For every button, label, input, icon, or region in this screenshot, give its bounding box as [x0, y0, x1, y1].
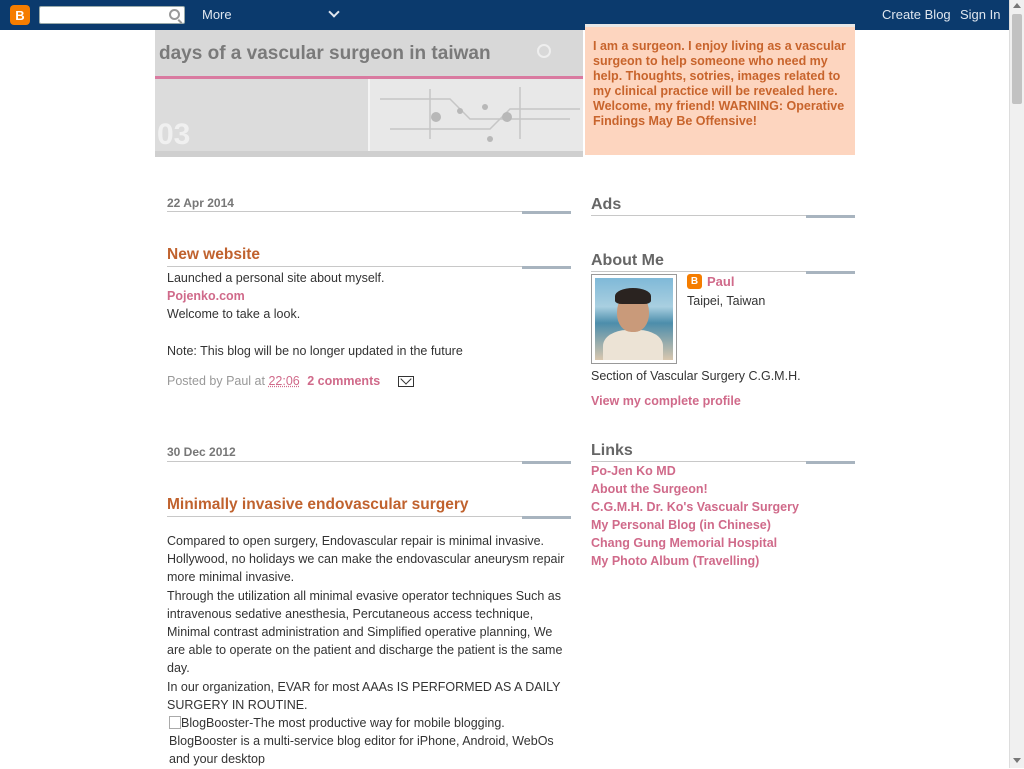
post-title[interactable]: Minimally invasive endovascular surgery: [167, 496, 469, 513]
post-paragraph: BlogBooster is a multi-service blog editor for iPhone, Android, WebOs and your desktop: [169, 734, 554, 767]
sidebar-link[interactable]: Chang Gung Memorial Hospital: [591, 536, 778, 550]
create-blog-link[interactable]: Create Blog: [882, 7, 951, 22]
post-date: 30 Dec 2012: [167, 445, 236, 459]
comments-link[interactable]: 2 comments: [307, 374, 381, 388]
about-me-heading: About Me: [591, 252, 664, 269]
scroll-down-arrow-icon[interactable]: [1013, 758, 1021, 763]
divider: [167, 266, 571, 267]
profile-location: Taipei, Taiwan: [687, 294, 766, 308]
email-post-icon[interactable]: [398, 376, 414, 387]
post-timestamp-link[interactable]: 22:06: [268, 374, 300, 388]
post-date: 22 Apr 2014: [167, 196, 234, 210]
post-body-line: Welcome to take a look.: [167, 307, 301, 322]
profile-bio: Section of Vascular Surgery C.G.M.H.: [591, 369, 801, 383]
ads-heading: Ads: [591, 196, 622, 213]
post-body: [167, 532, 571, 769]
links-heading: Links: [591, 442, 633, 459]
image-alt-text: BlogBooster-The most productive way for mobile blogging.: [181, 716, 505, 731]
blog-description: I am a surgeon. I enjoy living as a vascular surgeon to help someone who need my help. Thoughts, sotries, images related to my clinical practice will be revealed here. Welcome, my friend! WARNING: Operative Findings May Be Offensive!: [585, 24, 855, 155]
scroll-up-arrow-icon[interactable]: [1013, 3, 1021, 8]
decorative-circle-icon: [537, 44, 551, 58]
sign-in-link[interactable]: Sign In: [960, 7, 1001, 22]
post-author: Posted by Paul at: [167, 374, 265, 388]
header-number-art: 03: [157, 118, 191, 151]
sidebar-link[interactable]: C.G.M.H. Dr. Ko's Vascualr Surgery: [591, 500, 799, 514]
profile-name-link[interactable]: Paul: [707, 274, 735, 289]
blogger-logo-letter: B: [15, 7, 25, 23]
vertical-scrollbar[interactable]: [1009, 0, 1024, 768]
view-profile-link[interactable]: View my complete profile: [591, 394, 741, 408]
more-menu-button[interactable]: More: [202, 7, 232, 22]
blogger-profile-icon: B: [687, 274, 702, 289]
sidebar-link[interactable]: Po-Jen Ko MD: [591, 464, 676, 478]
profile-avatar[interactable]: [591, 274, 677, 364]
search-input[interactable]: [39, 6, 185, 24]
chevron-down-icon[interactable]: [328, 6, 339, 17]
sidebar-link[interactable]: About the Surgeon!: [591, 482, 708, 496]
sidebar-link[interactable]: My Photo Album (Travelling): [591, 554, 760, 568]
blog-header: [155, 30, 855, 157]
post-title[interactable]: New website: [167, 246, 261, 263]
broken-image-icon: [169, 716, 181, 729]
post-body-line: Launched a personal site about myself.: [167, 271, 385, 285]
search-icon[interactable]: [169, 9, 180, 20]
divider: [167, 516, 571, 517]
blog-title[interactable]: days of a vascular surgeon in taiwan: [159, 43, 491, 64]
blogger-logo-icon[interactable]: [10, 5, 30, 25]
post-footer: [167, 374, 414, 388]
header-panel-right: [370, 79, 583, 151]
scroll-thumb[interactable]: [1012, 14, 1022, 104]
circuit-pattern-icon: [370, 79, 583, 151]
divider: [591, 271, 855, 272]
post-paragraph: Compared to open surgery, Endovascular repair is minimal invasive. Hollywood, no holidays we can make the endovascular aneurysm repair more minimal invasive.: [167, 534, 565, 585]
post-paragraph: In our organization, EVAR for most AAAs IS PERFORMED AS A DAILY SURGERY IN ROUTINE.: [167, 679, 561, 712]
blogger-navbar: [0, 0, 1009, 30]
post-body-line: Note: This blog will be no longer updated in the future: [167, 343, 463, 358]
divider: [167, 461, 571, 462]
sidebar-link[interactable]: My Personal Blog (in Chinese): [591, 518, 771, 532]
post-paragraph: Through the utilization all minimal evasive operator techniques Such as intravenous sedative anesthesia, Percutaneous access technique, Minimal contrast administration and Simplified operative planning, We are able to operate on the patient and discharge the patient is the same day.: [167, 588, 563, 676]
header-banner: [155, 30, 583, 157]
post-link[interactable]: Pojenko.com: [167, 289, 245, 304]
links-list: [591, 462, 799, 570]
divider: [591, 215, 855, 216]
post-body: [167, 269, 571, 360]
broken-image: [167, 714, 571, 732]
divider: [167, 211, 571, 212]
